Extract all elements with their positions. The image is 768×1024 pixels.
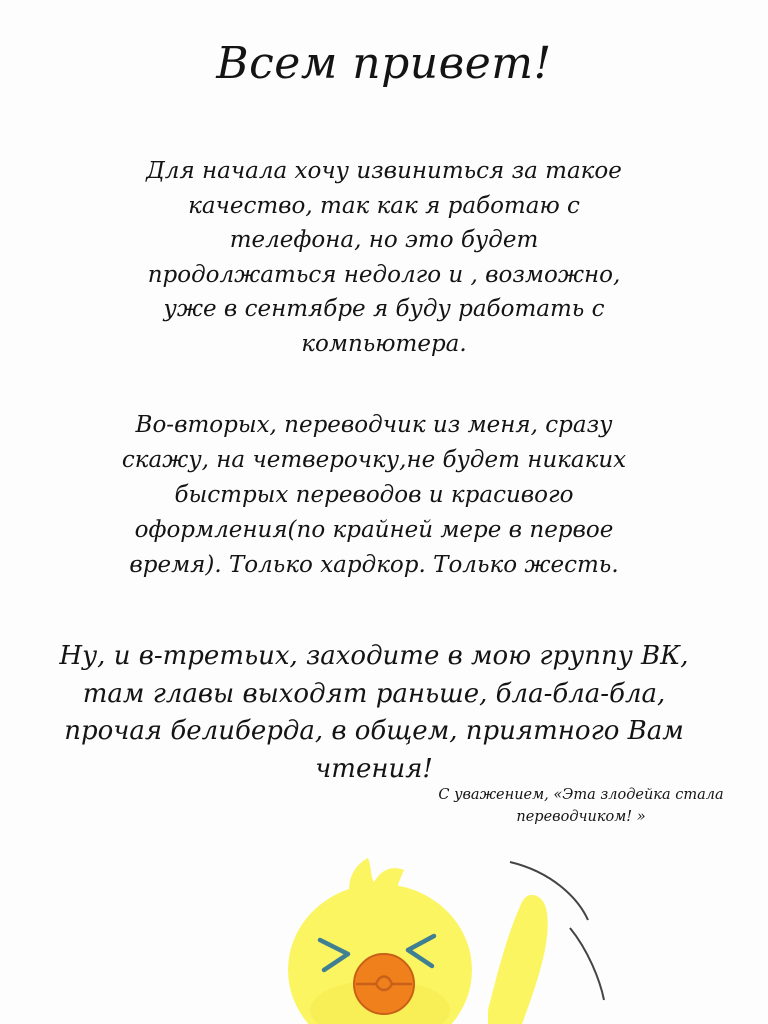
text-line: время). Только хардкор. Только жесть. [129,552,619,578]
text-line: качество, так как я работаю с [188,192,580,219]
second-paragraph [94,408,654,583]
text-line: скажу, на четверочку,не будет никаких [121,447,627,473]
text-line: чтения! [315,753,433,784]
intro-paragraph [110,154,658,361]
motion-line-inner [570,928,604,1000]
text-line: телефона, но это будет [229,227,539,253]
text-line: Во-вторых, переводчик из меня, сразу [135,412,613,438]
text-line: оформления(по крайней мере в первое [134,517,614,543]
text-line: компьютера. [301,330,467,357]
text-line: прочая белиберда, в общем, приятного Вам [64,716,684,746]
text-line: быстрых переводов и красивого [174,482,574,508]
text-line: продолжаться недолго и , возможно, [147,261,621,288]
chick-wing [488,895,548,1024]
text-line: Ну, и в-третьих, заходите в мою группу ВК, [59,641,689,671]
signature [408,784,754,828]
signature-line: переводчиком! » [516,809,646,825]
text-line: Для начала хочу извиниться за такое [146,158,622,184]
text-line: уже в сентябре я буду работать с [163,296,605,322]
page-title: Всем привет! [216,38,552,89]
yellow-chick-waving-icon [270,850,630,1024]
third-paragraph [40,638,708,788]
text-line: там главы выходят раньше, бла-бла-бла, [82,678,666,709]
signature-line: С уважением, «Эта злодейка стала [438,787,724,803]
